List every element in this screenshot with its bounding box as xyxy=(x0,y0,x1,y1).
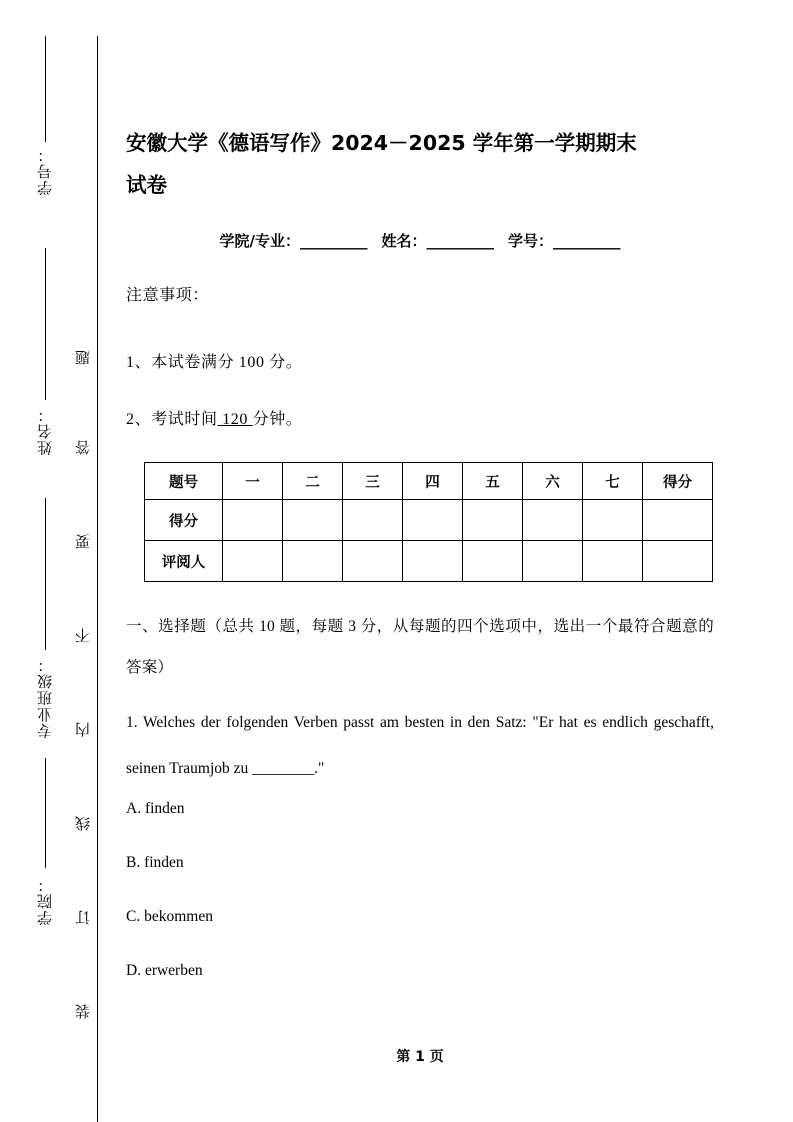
binding-char-7: 订 xyxy=(75,910,92,925)
score-table-cell: 五 xyxy=(463,463,523,500)
binding-char-2: 答 xyxy=(75,440,92,455)
student-id-label: 学号： xyxy=(507,232,553,250)
score-table-cell: 一 xyxy=(223,463,283,500)
fill-line-3 xyxy=(45,498,46,650)
score-table-cell[interactable] xyxy=(463,541,523,582)
score-table-cell[interactable] xyxy=(403,500,463,541)
margin-label-name-text: 姓名： xyxy=(37,406,54,456)
margin-label-name xyxy=(24,406,68,461)
table-row xyxy=(145,463,713,500)
fill-line-2 xyxy=(45,248,46,400)
page-title-line-2: 试卷 xyxy=(126,173,167,197)
student-id-blank[interactable]: _________ xyxy=(553,232,621,250)
margin-label-student-id-text: 学号： xyxy=(37,146,54,196)
margin-label-class-text: 专业班级： xyxy=(37,656,54,739)
score-table-cell[interactable] xyxy=(403,541,463,582)
page-title xyxy=(126,122,714,206)
student-info-line xyxy=(126,230,714,251)
notice-item-2-suffix: 分钟。 xyxy=(252,411,303,428)
score-table-cell: 三 xyxy=(343,463,403,500)
score-table-cell[interactable] xyxy=(583,500,643,541)
page-title-line-1: 安徽大学《德语写作》2024－2025 学年第一学期期末 xyxy=(126,131,637,155)
name-blank[interactable]: _________ xyxy=(426,232,494,250)
notice-item-2 xyxy=(126,412,714,428)
question-1-option-a[interactable]: A. finden xyxy=(126,800,185,817)
score-table xyxy=(144,462,713,582)
question-1-stem: 1. Welches der folgenden Verben passt am besten in den Satz: "Er hat es endlich geschafft, seinen Traumjob zu ________." xyxy=(126,714,714,777)
score-table-cell: 四 xyxy=(403,463,463,500)
margin-label-student-id xyxy=(24,146,68,201)
score-table-cell[interactable] xyxy=(343,541,403,582)
page-footer: 第 1 页 xyxy=(396,1049,444,1065)
question-1-option-d[interactable]: D. erwerben xyxy=(126,962,203,979)
binding-margin-outer-column xyxy=(24,36,68,1036)
question-1-option-b[interactable]: B. finden xyxy=(126,854,184,871)
binding-char-6: 线 xyxy=(75,816,92,831)
notices-heading: 注意事项： xyxy=(126,287,210,304)
score-table-cell[interactable] xyxy=(283,541,343,582)
score-table-cell[interactable] xyxy=(463,500,523,541)
score-table-header-cell: 得分 xyxy=(145,500,223,541)
score-table-cell: 七 xyxy=(583,463,643,500)
score-table-cell[interactable] xyxy=(643,500,713,541)
binding-char-8: 装 xyxy=(75,1004,92,1019)
score-table-cell[interactable] xyxy=(523,541,583,582)
department-label: 学院/专业： xyxy=(219,232,300,250)
binding-margin-rule xyxy=(97,36,98,1122)
score-table-cell[interactable] xyxy=(283,500,343,541)
score-table-cell[interactable] xyxy=(523,500,583,541)
section-heading-1: 一、选择题（总共 10 题，每题 3 分，从每题的四个选项中，选出一个最符合题意的答案） xyxy=(126,618,714,676)
score-table-header-cell: 评阅人 xyxy=(145,541,223,582)
department-blank[interactable]: _________ xyxy=(299,232,368,250)
fill-line-4 xyxy=(45,758,46,868)
binding-char-3: 要 xyxy=(75,534,92,549)
score-table-cell[interactable] xyxy=(643,541,713,582)
notice-item-1: 1、本试卷满分 100 分。 xyxy=(126,354,303,371)
margin-label-department xyxy=(24,876,68,931)
score-table-cell: 六 xyxy=(523,463,583,500)
table-row xyxy=(145,541,713,582)
exam-duration-value: 120 xyxy=(217,411,253,428)
table-row xyxy=(145,500,713,541)
margin-label-department-text: 学院： xyxy=(37,876,54,926)
score-table-cell[interactable] xyxy=(223,500,283,541)
name-label: 姓名： xyxy=(381,232,427,250)
score-table-cell: 得分 xyxy=(643,463,713,500)
exam-page-body xyxy=(126,0,714,1122)
binding-char-5: 内 xyxy=(75,722,92,737)
fill-line-1 xyxy=(45,36,46,142)
score-table-cell: 二 xyxy=(283,463,343,500)
binding-char-1: 题 xyxy=(75,350,92,365)
score-table-cell[interactable] xyxy=(583,541,643,582)
binding-char-4: 不 xyxy=(75,628,92,643)
score-table-cell[interactable] xyxy=(223,541,283,582)
margin-label-class xyxy=(24,656,68,744)
notice-item-2-prefix: 2、考试时间 xyxy=(126,411,218,428)
score-table-header-cell: 题号 xyxy=(145,463,223,500)
binding-margin xyxy=(0,0,112,1122)
question-1-option-c[interactable]: C. bekommen xyxy=(126,908,213,925)
score-table-cell[interactable] xyxy=(343,500,403,541)
